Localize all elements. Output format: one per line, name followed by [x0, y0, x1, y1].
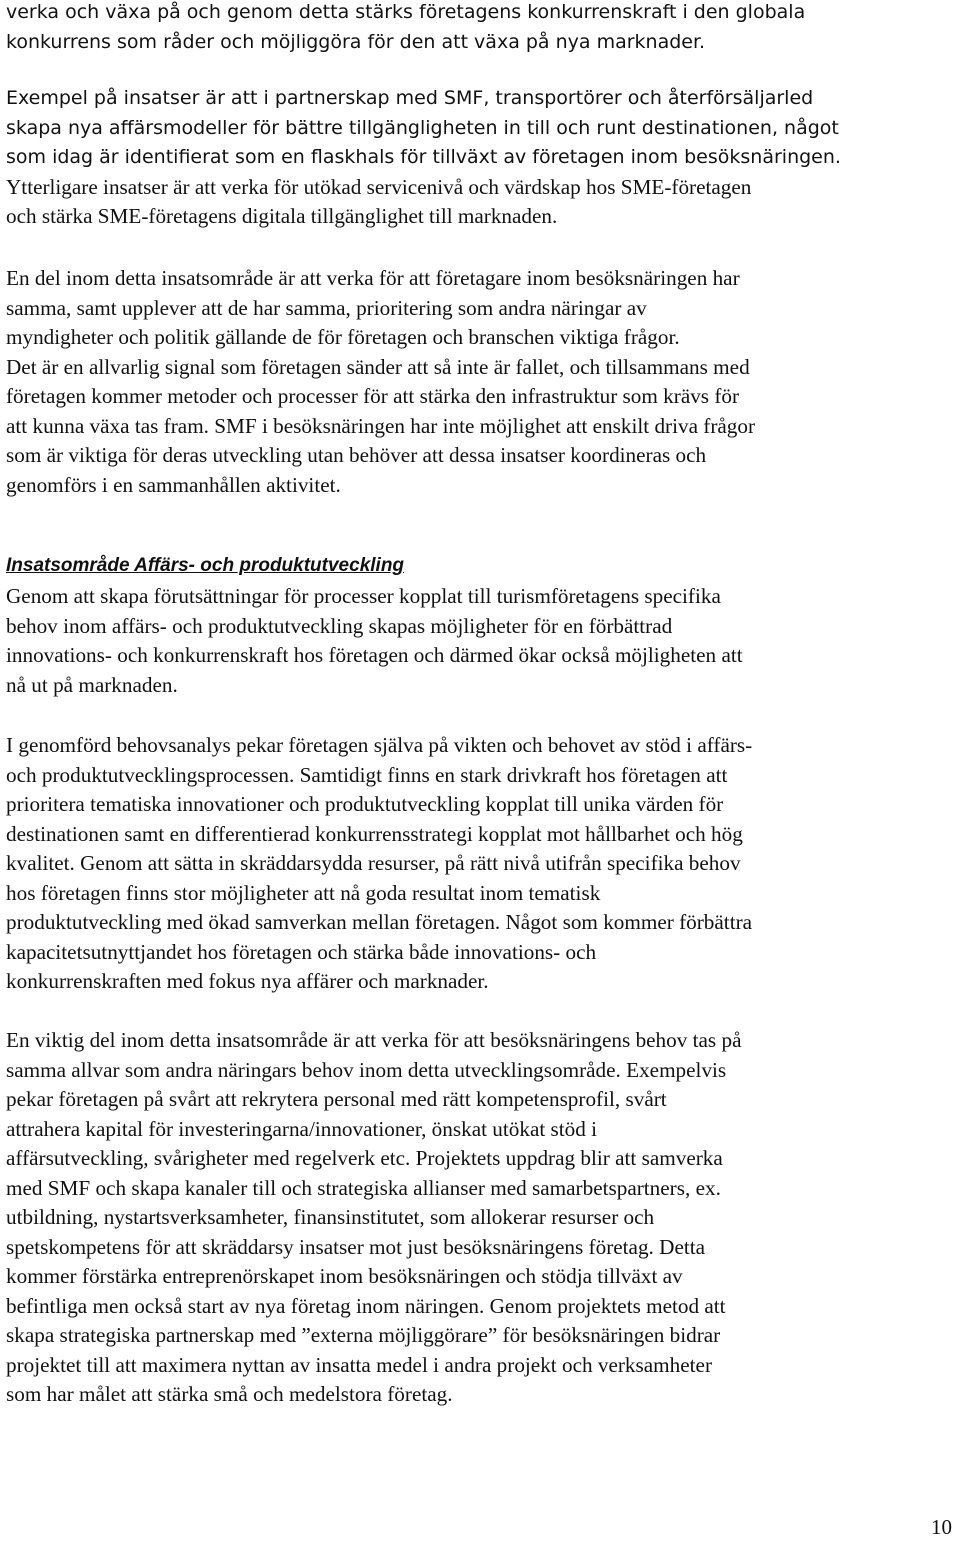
intro-fragment: [6, 0, 958, 57]
page-number: 10: [931, 1515, 952, 1539]
priority-paragraph: [6, 264, 958, 500]
section-intro: [6, 582, 958, 700]
text-line: skapa strategiska partnerskap med ”externa möjliggörare” för besöksnäringen bidrar: [6, 1323, 721, 1347]
text-line: med SMF och skapa kanaler till och strategiska allianser med samarbetspartners, ex.: [6, 1175, 721, 1200]
text-line: Genom att skapa förutsättningar för processer kopplat till turismföretagens specifika: [6, 584, 721, 608]
text-line: I genomförd behovsanalys pekar företagen själva på vikten och behovet av stöd i affärs-: [6, 733, 753, 757]
text-line: konkurrenskraften med fokus nya affärer och marknader.: [6, 969, 489, 993]
text-line: behov inom affärs- och produktutveckling skapas möjligheter för en förbättrad: [6, 613, 673, 638]
important-paragraph: [6, 1026, 958, 1410]
text-line: samma allvar som andra näringars behov inom detta utvecklingsområde. Exempelvis: [6, 1057, 727, 1082]
text-line: som idag är identifierat som en flaskhals för tillväxt av företagen inom besöksnäringen.: [6, 146, 841, 168]
text-line: nå ut på marknaden.: [6, 672, 178, 697]
text-line: konkurrens som råder och möjliggöra för den att växa på nya marknader.: [6, 30, 706, 53]
text-line: utbildning, nystartsverksamheter, finansinstitutet, som allokerar resurser och: [6, 1205, 655, 1229]
text-line: En del inom detta insatsområde är att verka för att företagare inom besöksnäringen har: [6, 266, 740, 290]
text-line: skapa nya affärsmodeller för bättre tillgängligheten in till och runt destinationen, något: [6, 116, 839, 139]
text-line: myndigheter och politik gällande de för företagen och branschen viktiga frågor.: [6, 325, 680, 349]
text-line: pekar företagen på svårt att rekrytera personal med rätt kompetensprofil, svårt: [6, 1087, 667, 1111]
text-line: och produktutvecklingsprocessen. Samtidigt finns en stark drivkraft hos företagen att: [6, 762, 728, 787]
text-line: destinationen samt en differentierad konkurrensstrategi kopplat mot hållbarhet och hög: [6, 821, 743, 846]
text-line: affärsutveckling, svårigheter med regelverk etc. Projektets uppdrag blir att samverka: [6, 1146, 723, 1170]
text-line: innovations- och konkurrenskraft hos företagen och därmed ökar också möjligheten att: [6, 643, 743, 667]
text-line: kvalitet. Genom att sätta in skräddarsydda resurser, på rätt nivå utifrån specifika behov: [6, 851, 741, 875]
text-line: projektet till att maximera nyttan av insatta medel i andra projekt och verksamheter: [6, 1352, 712, 1377]
text-line: Det är en allvarlig signal som företagen sänder att så inte är fallet, och tillsammans med: [6, 354, 750, 379]
text-line: att kunna växa tas fram. SMF i besöksnäringen har inte möjlighet att enskilt driva frågor: [6, 413, 756, 438]
needs-paragraph: [6, 731, 958, 997]
text-line: Ytterligare insatser är att verka för utökad servicenivå och värdskap hos SME-företagen: [6, 174, 752, 199]
text-line: befintliga men också start av nya företag inom näringen. Genom projektets metod att: [6, 1293, 726, 1318]
text-line: kapacitetsutnyttjandet hos företagen och stärka både innovations- och: [6, 939, 597, 964]
text-line: prioritera tematiska innovationer och produktutveckling kopplat till unika värden för: [6, 792, 724, 816]
text-line: spetskompetens för att skräddarsy insatser mot just besöksnäringens företag. Detta: [6, 1234, 706, 1259]
section-heading: [6, 551, 958, 581]
text-line: Exempel på insatser är att i partnerskap med SMF, transportörer och återförsäljarled: [6, 87, 814, 109]
section-heading-text: Insatsområde Affärs- och produktutveckling: [6, 555, 405, 576]
text-line: genomförs i en sammanhållen aktivitet.: [6, 472, 341, 497]
text-line: och stärka SME-företagens digitala tillgänglighet till marknaden.: [6, 204, 558, 228]
example-paragraph: [6, 84, 958, 232]
text-line: samma, samt upplever att de har samma, prioritering som andra näringar av: [6, 295, 647, 320]
text-line: hos företagen finns stor möjligheter att nå goda resultat inom tematisk: [6, 880, 601, 905]
text-line: attrahera kapital för investeringarna/innovationer, önskat utökat stöd i: [6, 1116, 598, 1141]
text-line: som har målet att stärka små och medelstora företag.: [6, 1382, 453, 1406]
text-line: företagen kommer metoder och processer för att stärka den infrastruktur som krävs för: [6, 384, 740, 408]
text-line: som är viktiga för deras utveckling utan behöver att dessa insatser koordineras och: [6, 443, 707, 467]
text-line: produktutveckling med ökad samverkan mellan företagen. Något som kommer förbättra: [6, 910, 753, 934]
text-line: verka och växa på och genom detta stärks företagens konkurrenskraft i den globala: [6, 1, 806, 23]
text-line: En viktig del inom detta insatsområde är att verka för att besöksnäringens behov tas på: [6, 1028, 742, 1052]
text-line: kommer förstärka entreprenörskapet inom besöksnäringen och stödja tillväxt av: [6, 1264, 683, 1288]
